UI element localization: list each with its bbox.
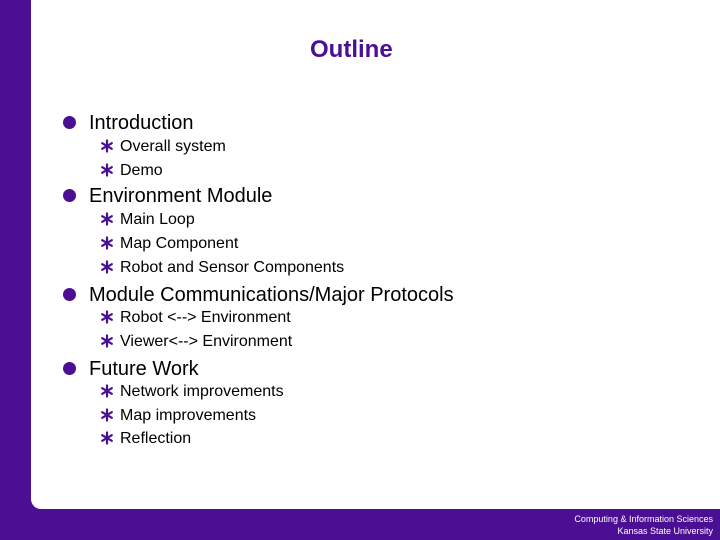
section-label: Module Communications/Major Protocols xyxy=(89,284,454,306)
list-item-label: Network improvements xyxy=(120,383,284,400)
section-label: Introduction xyxy=(89,112,194,134)
list-item-label: Main Loop xyxy=(120,211,195,228)
disc-bullet-icon xyxy=(63,116,76,129)
list-item-label: Viewer<--> Environment xyxy=(120,333,293,350)
disc-bullet-icon xyxy=(63,189,76,202)
footer-affiliation xyxy=(574,513,713,537)
disc-bullet-icon xyxy=(63,362,76,375)
list-item-label: Robot <--> Environment xyxy=(120,309,291,326)
list-item-label: Robot and Sensor Components xyxy=(120,259,345,276)
asterisk-bullet-icon xyxy=(100,260,114,274)
footer-department: Computing & Information Sciences xyxy=(574,514,713,524)
footer-university: Kansas State University xyxy=(617,526,713,536)
disc-bullet-icon xyxy=(63,288,76,301)
asterisk-bullet-icon xyxy=(100,139,114,153)
section-label: Future Work xyxy=(89,358,199,380)
list-item-label: Demo xyxy=(120,162,163,179)
asterisk-bullet-icon xyxy=(100,334,114,348)
list-item-label: Overall system xyxy=(120,138,226,155)
section-label: Environment Module xyxy=(89,185,273,207)
asterisk-bullet-icon xyxy=(100,408,114,422)
list-item-label: Map Component xyxy=(120,235,239,252)
slide-title: Outline xyxy=(310,36,393,63)
asterisk-bullet-icon xyxy=(100,384,114,398)
list-item-label: Reflection xyxy=(120,430,192,447)
asterisk-bullet-icon xyxy=(100,163,114,177)
asterisk-bullet-icon xyxy=(100,310,114,324)
asterisk-bullet-icon xyxy=(100,431,114,445)
list-item-label: Map improvements xyxy=(120,407,257,424)
asterisk-bullet-icon xyxy=(100,212,114,226)
asterisk-bullet-icon xyxy=(100,236,114,250)
